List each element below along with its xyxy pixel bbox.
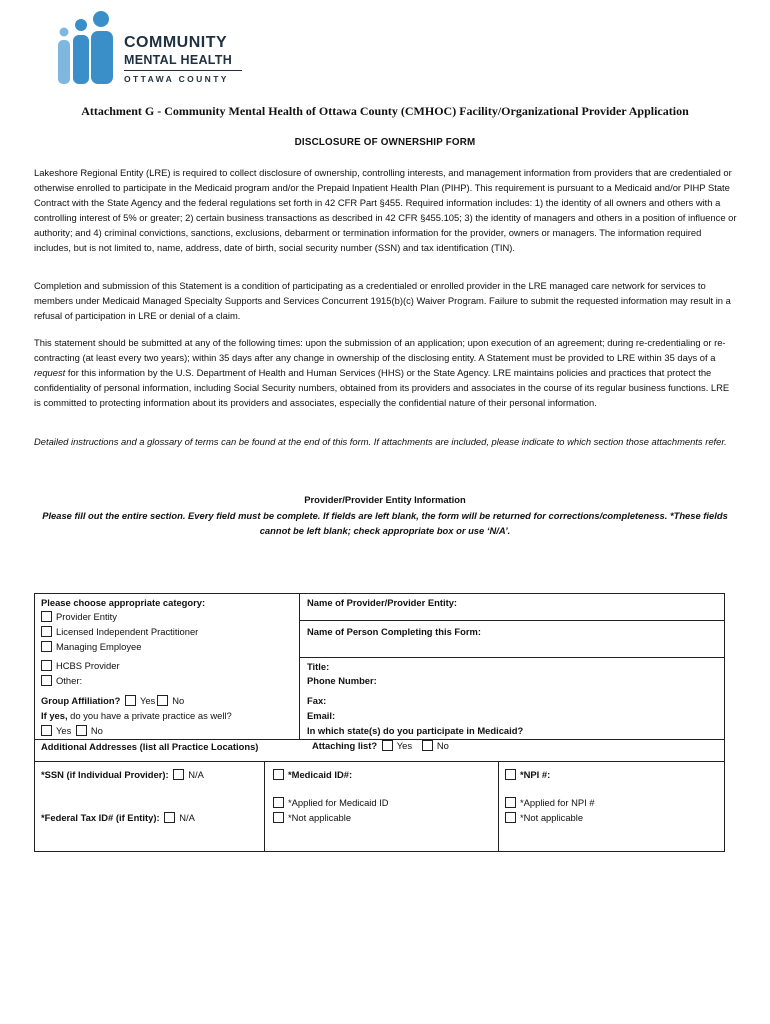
group-affiliation-no-checkbox[interactable] bbox=[157, 695, 168, 706]
logo-line-community: COMMUNITY bbox=[124, 34, 228, 51]
phone-label: Phone Number: bbox=[307, 675, 377, 686]
logo-line-mental-health: MENTAL HEALTH bbox=[124, 53, 233, 67]
category-option-label: Provider Entity bbox=[56, 611, 117, 622]
na-label: N/A bbox=[188, 769, 204, 780]
medicaid-not-applicable-row bbox=[273, 811, 351, 825]
participation-paragraph: Completion and submission of this Statement is a condition of participating as a credentialed or enrolled provider in the LRE managed care network for services to members under Medicaid Managed Specialty Supports and Services Concurrent 1915(b)(c) Waiver Program. Failure to submit the requested information may result in a refusal of participation in LRE or denial of a claim. bbox=[34, 280, 731, 321]
private-practice-question bbox=[41, 709, 232, 723]
if-yes-label: If yes, bbox=[41, 710, 68, 721]
checkbox[interactable] bbox=[41, 660, 52, 671]
private-practice-no-checkbox[interactable] bbox=[76, 725, 87, 736]
medicaid-id-row bbox=[273, 768, 352, 782]
federal-tax-row bbox=[41, 811, 195, 825]
no-label: No bbox=[172, 695, 185, 706]
table-divider-horizontal bbox=[34, 761, 725, 762]
submission-text-emphasis: request bbox=[34, 367, 66, 378]
npi-label: *NPI #: bbox=[520, 769, 551, 780]
group-affiliation-row bbox=[41, 694, 184, 708]
applied-npi-checkbox[interactable] bbox=[505, 797, 516, 808]
logo-divider bbox=[124, 70, 242, 71]
applied-npi-row bbox=[505, 796, 595, 810]
person-completing-label: Name of Person Completing this Form: bbox=[307, 626, 481, 637]
section-instructions: Please fill out the entire section. Every field must be complete. If fields are left blank, the form will be returned for corrections/completeness. *These fields cannot be left blank; check appropriate box or use ‘N/A’. bbox=[42, 510, 728, 536]
fax-label: Fax: bbox=[307, 695, 327, 706]
table-divider-vertical-2 bbox=[264, 761, 265, 852]
category-option-label: HCBS Provider bbox=[56, 660, 120, 671]
na-label: N/A bbox=[179, 812, 195, 823]
checkbox[interactable] bbox=[41, 675, 52, 686]
medicaid-id-label: *Medicaid ID#: bbox=[288, 769, 353, 780]
federal-tax-label: *Federal Tax ID# (if Entity): bbox=[41, 812, 160, 823]
category-option-managing-employee[interactable] bbox=[41, 640, 141, 654]
intro-paragraph: Lakeshore Regional Entity (LRE) is required to collect disclosure of ownership, controlling interests, and management information from providers that are credentialed or otherwise enrolled to participate in the Medicaid program and/or the Prepaid Inpatient Health Plan (PIHP). This requirement is pursuant to a Medicaid and/or PIHP State Contract with the State Agency and the federal regulations set forth in 42 CFR Part §455. Required information includes: 1) the identity of all owners and others with a controlling interest of 5% or greater; 2) certain business transactions as described in 42 CFR §455.105; 3) the identity of managers and others in a position of influence or authority; and 4) criminal convictions, sanctions, exclusions, debarment or termination information for the provider, owners or managers. The information required includes, but is not limited to, name, address, date of birth, social security number (SSN) and tax identification (TIN). bbox=[34, 167, 737, 253]
category-option-label: Other: bbox=[56, 675, 83, 686]
ssn-label: *SSN (if Individual Provider): bbox=[41, 769, 169, 780]
npi-not-applicable-checkbox[interactable] bbox=[505, 812, 516, 823]
category-option-other[interactable] bbox=[41, 674, 82, 688]
not-applicable-label: *Not applicable bbox=[520, 812, 584, 823]
table-divider-horizontal bbox=[299, 620, 725, 621]
table-divider-horizontal bbox=[299, 657, 725, 658]
ssn-na-checkbox[interactable] bbox=[173, 769, 184, 780]
npi-checkbox[interactable] bbox=[505, 769, 516, 780]
group-affiliation-label: Group Affiliation? bbox=[41, 695, 121, 706]
not-applicable-label: *Not applicable bbox=[288, 812, 352, 823]
federal-tax-na-checkbox[interactable] bbox=[164, 812, 175, 823]
submission-text-a: This statement should be submitted at any of the following times: upon the submission of an application; upon execution of an agreement; during re-credentialing or re-contracting (at least every two years); within 35 days after any change in ownership of the disclosing entity. A Statement must be provided to LRE within 35 days of a bbox=[34, 337, 726, 363]
people-logo-icon bbox=[52, 8, 122, 88]
attaching-list-yes-checkbox[interactable] bbox=[382, 740, 393, 751]
submission-paragraph bbox=[34, 335, 738, 410]
applied-npi-label: *Applied for NPI # bbox=[520, 797, 595, 808]
checkbox[interactable] bbox=[41, 626, 52, 637]
table-divider-vertical bbox=[299, 593, 300, 739]
ssn-row bbox=[41, 768, 204, 782]
yes-label: Yes bbox=[139, 695, 156, 706]
checkbox[interactable] bbox=[41, 611, 52, 622]
medicaid-id-checkbox[interactable] bbox=[273, 769, 284, 780]
submission-text-b: for this information by the U.S. Department of Health and Human Services (HHS) or the State Agency. LRE maintains policies and practices that protect the confidentiality of personal information, including Social Security numbers, obtained from its providers and associates in the course of its regular business functions. LRE is committed to protecting information about its providers and associates, especially the confidential nature of their personal information. bbox=[34, 367, 730, 408]
npi-row bbox=[505, 768, 550, 782]
attaching-list-no-checkbox[interactable] bbox=[422, 740, 433, 751]
instructions-note: Detailed instructions and a glossary of terms can be found at the end of this form. If attachments are included, please indicate to which section those attachments refer. bbox=[34, 436, 727, 447]
category-option-licensed-practitioner[interactable] bbox=[41, 625, 198, 639]
provider-name-label: Name of Provider/Provider Entity: bbox=[307, 597, 458, 608]
category-option-provider-entity[interactable] bbox=[41, 610, 117, 624]
medicaid-not-applicable-checkbox[interactable] bbox=[273, 812, 284, 823]
attaching-list-label: Attaching list? bbox=[312, 740, 378, 751]
checkbox[interactable] bbox=[41, 641, 52, 652]
form-title: DISCLOSURE OF OWNERSHIP FORM bbox=[294, 137, 476, 148]
medicaid-states-label: In which state(s) do you participate in Medicaid? bbox=[307, 725, 524, 736]
category-label: Please choose appropriate category: bbox=[41, 597, 206, 608]
category-option-hcbs-provider[interactable] bbox=[41, 659, 120, 673]
group-affiliation-yes-checkbox[interactable] bbox=[125, 695, 136, 706]
email-label: Email: bbox=[307, 710, 336, 721]
applied-medicaid-checkbox[interactable] bbox=[273, 797, 284, 808]
category-option-label: Managing Employee bbox=[56, 641, 142, 652]
logo-line-ottawa-county: OTTAWA COUNTY bbox=[124, 74, 229, 84]
npi-not-applicable-row bbox=[505, 811, 583, 825]
category-option-label: Licensed Independent Practitioner bbox=[56, 626, 199, 637]
yes-label: Yes bbox=[396, 740, 413, 751]
document-title: Attachment G - Community Mental Health of Ottawa County (CMHOC) Facility/Organizational Provider Application bbox=[81, 104, 689, 118]
private-practice-options bbox=[41, 724, 103, 738]
title-label: Title: bbox=[307, 661, 330, 672]
additional-addresses-label: Additional Addresses (list all Practice Locations) bbox=[41, 741, 259, 752]
yes-label: Yes bbox=[56, 725, 72, 736]
applied-medicaid-row bbox=[273, 796, 389, 810]
applied-medicaid-label: *Applied for Medicaid ID bbox=[288, 797, 389, 808]
no-label: No bbox=[436, 740, 449, 751]
private-practice-text: do you have a private practice as well? bbox=[67, 710, 232, 721]
attaching-list-row bbox=[312, 739, 449, 753]
no-label: No bbox=[90, 725, 103, 736]
private-practice-yes-checkbox[interactable] bbox=[41, 725, 52, 736]
table-divider-vertical-3 bbox=[498, 761, 499, 852]
section-heading: Provider/Provider Entity Information bbox=[304, 494, 466, 505]
